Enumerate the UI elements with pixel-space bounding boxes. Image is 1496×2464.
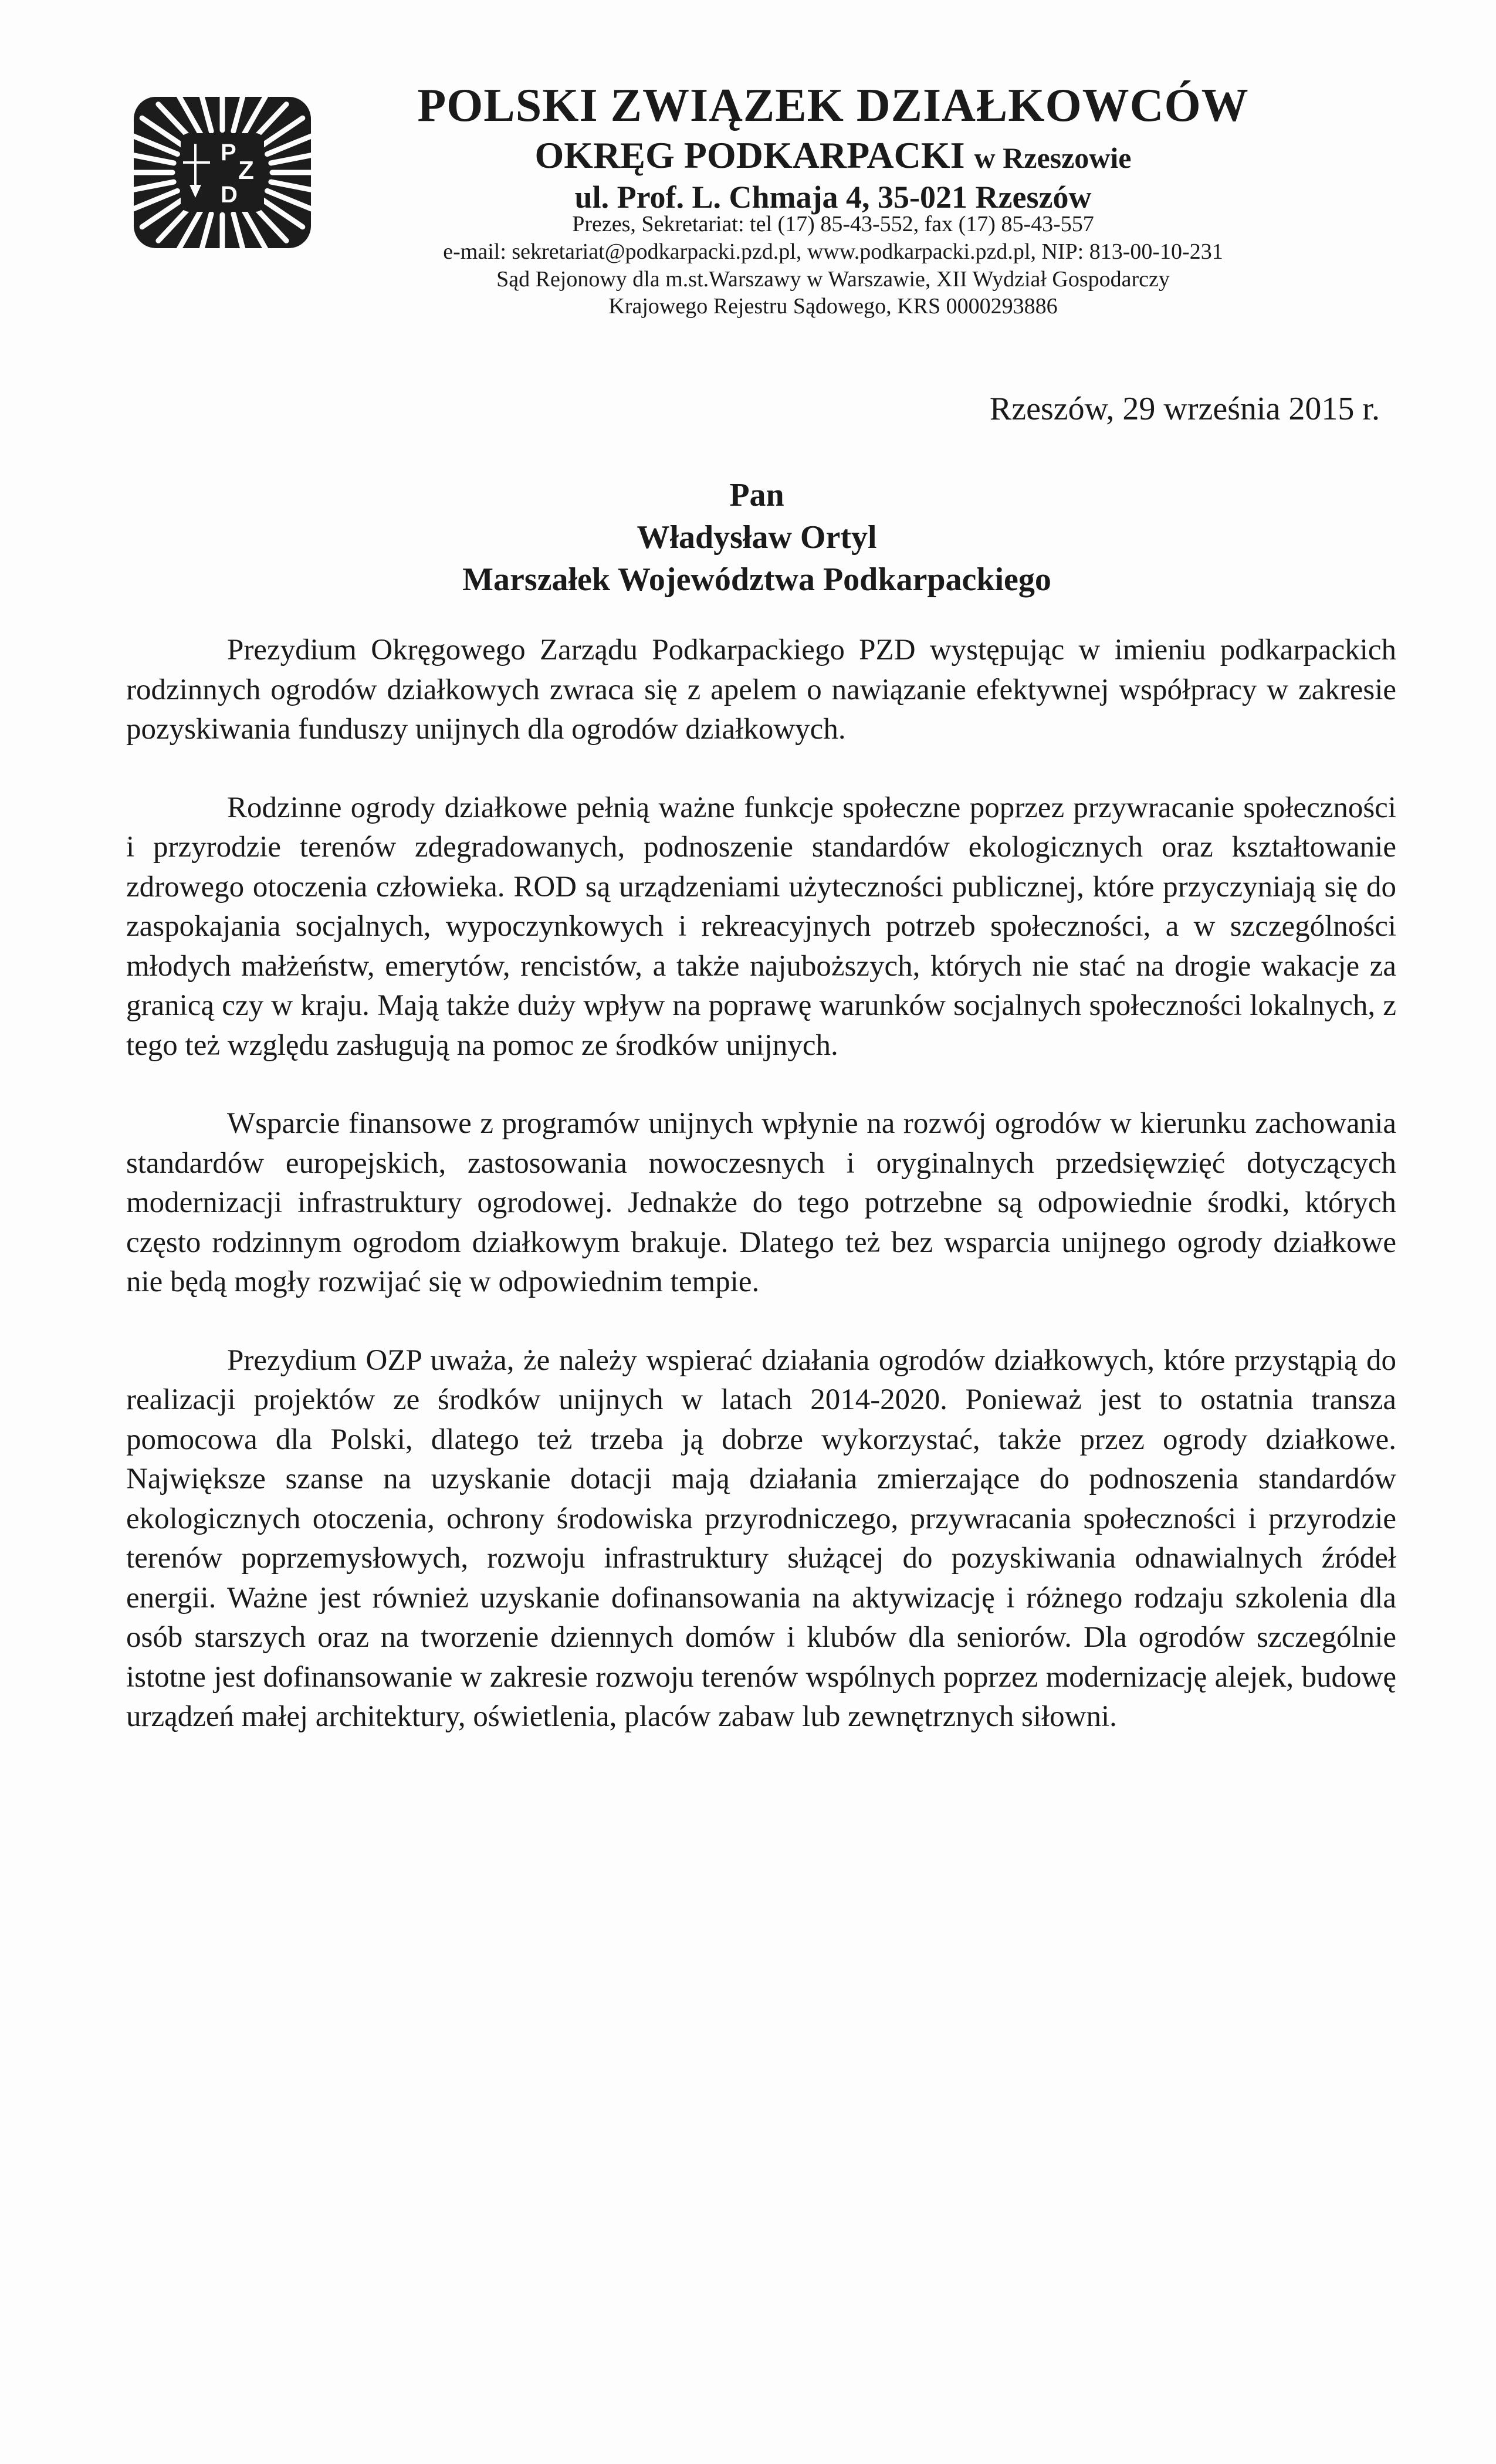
addressee-title: Marszałek Województwa Podkarpackiego: [462, 561, 1051, 598]
logo-petal: [199, 214, 211, 248]
district-name: OKRĘG PODKARPACKI: [534, 134, 965, 176]
court-line: Sąd Rejonowy dla m.st.Warszawy w Warszawie, XII Wydział Gospodarczy: [496, 267, 1170, 292]
logo-letter-z: Z: [238, 156, 254, 185]
logo-petal: [134, 182, 174, 192]
district-suffix: w Rzeszowie: [974, 141, 1132, 174]
logo-petal: [271, 182, 311, 192]
addressee-block: [329, 474, 1185, 601]
logo-petal: [271, 153, 311, 163]
letter-body: [126, 631, 1396, 1776]
body-paragraph-4: Prezydium OZP uważa, że należy wspierać działania ogrodów działkowych, które przystąpią do realizacji projektów ze środków unijnych w latach 2014-2020. Ponieważ jest to ostatnia transza pomocowa dla Polski, dlatego też trzeba ją dobrze wykorzystać, także przez ogrody działkowe. Największe szanse na uzyskanie dotacji mają działania zmierzające do podnoszenia standardów ekologicznych otoczenia, ochrony środowiska przyrodniczego, przywracania społeczności i przyrodzie terenów poprzemysłowych, rozwoju infrastruktury służącej do pozyskiwania odnawialnych źródeł energii. Ważne jest również uzyskanie dofinansowania na aktywizację i różnego rodzaju szkolenia dla osób starszych oraz na tworzenie dziennych domów i klubów dla seniorów. Dla ogrodów szczególnie istotne jest dofinansowanie w zakresie rozwoju terenów wspólnych poprzez modernizację alejek, budowę urządzeń małej architektury, oświetlenia, placów zabaw lub zewnętrznych siłowni.: [126, 1343, 1396, 1733]
phone-line: Prezes, Sekretariat: tel (17) 85-43-552, fax (17) 85-43-557: [572, 212, 1094, 236]
address-line: ul. Prof. L. Chmaja 4, 35-021 Rzeszów: [574, 180, 1092, 215]
registry-line: Krajowego Rejestru Sądowego, KRS 0000293886: [608, 294, 1058, 319]
contact-line: e-mail: sekretariat@podkarpacki.pzd.pl, www.podkarpacki.pzd.pl, NIP: 813-00-10-231: [443, 239, 1223, 264]
addressee-salutation: Pan: [729, 477, 784, 513]
logo-petal: [134, 153, 174, 163]
logo-letter-p: P: [221, 140, 236, 165]
addressee-name: Władysław Ortyl: [637, 519, 877, 556]
logo-petal: [233, 214, 245, 248]
body-paragraph-3: Wsparcie finansowe z programów unijnych wpłynie na rozwój ogrodów w kierunku zachowania standardów europejskich, zastosowania nowoczesnych i oryginalnych przedsięwzięć dotyczących modernizacji infrastruktury ogrodowej. Jednakże do tego potrzebne są odpowiednie środki, których często rodzinnym ogrodom działkowym brakuje. Dlatego też bez wsparcia unijnego ogrody działkowe nie będą mogły rozwijać się w odpowiednim tempie.: [126, 1107, 1396, 1298]
organization-name: POLSKI ZWIĄZEK DZIAŁKOWCÓW: [417, 80, 1249, 131]
body-paragraph-2: Rodzinne ogrody działkowe pełnią ważne funkcje społeczne poprzez przywracanie społeczności i przyrodzie terenów zdegradowanych, podnoszenie standardów ekologicznych oraz kształtowanie zdrowego otoczenia człowieka. ROD są urządzeniami użyteczności publicznej, które przyczyniają się do zaspokajania socjalnych, wypoczynkowych i rekreacyjnych potrzeb społeczności, a w szczególności młodych małżeństw, emerytów, rencistów, a także najuboższych, których nie stać na drogie wakacje za granicą czy w kraju. Mają także duży wpływ na poprawę warunków socjalnych społeczności lokalnych, z tego też względu zasługują na pomoc ze środków unijnych.: [126, 791, 1396, 1062]
body-paragraph-1: Prezydium Okręgowego Zarządu Podkarpackiego PZD występując w imieniu podkarpackich rodzinnych ogrodów działkowych zwraca się z apelem o nawiązanie efektywnej współpracy w zakresie pozyskiwania funduszy unijnych dla ogrodów działkowych.: [126, 634, 1396, 746]
district-line: [329, 134, 1338, 177]
date-line: Rzeszów, 29 września 2015 r.: [989, 391, 1380, 427]
sunflower-emblem-icon: [134, 97, 311, 248]
pzd-logo: [134, 97, 311, 248]
logo-petal: [199, 97, 211, 131]
logo-petal: [233, 97, 245, 131]
logo-letter-d: D: [221, 182, 238, 208]
